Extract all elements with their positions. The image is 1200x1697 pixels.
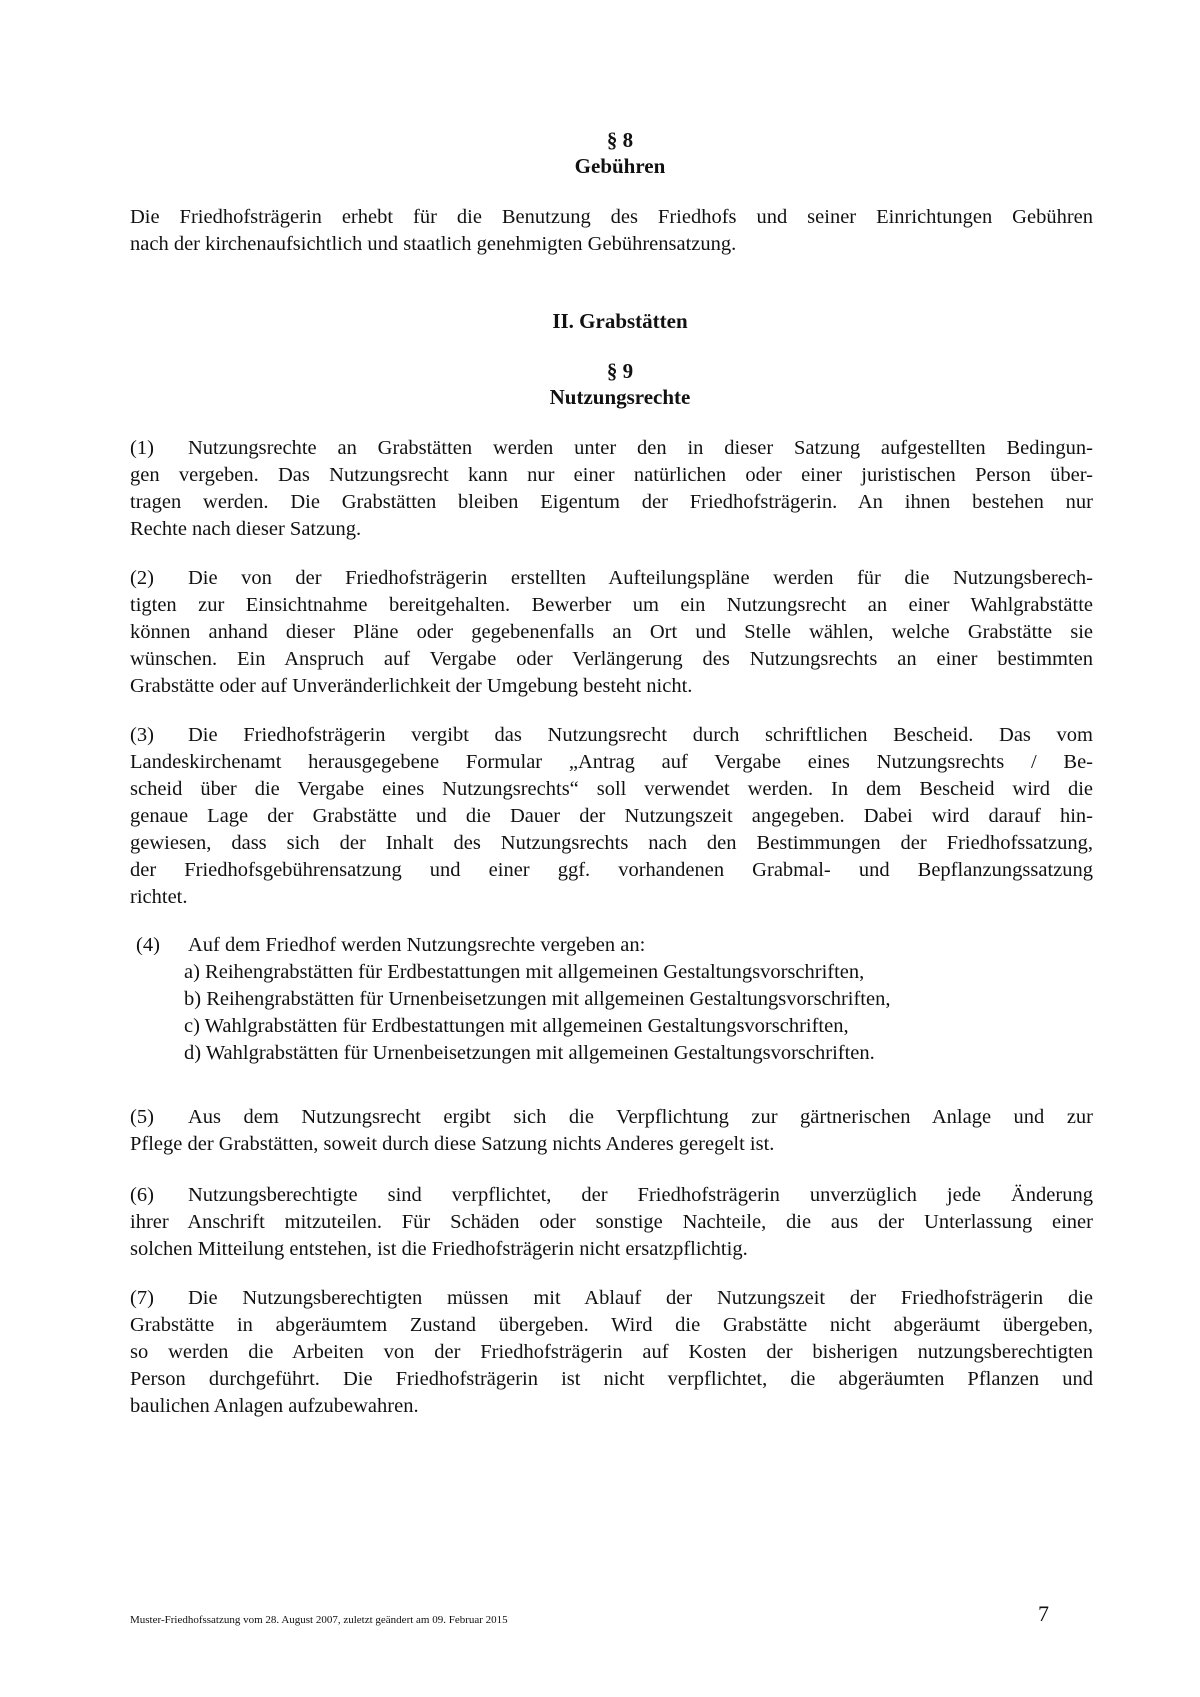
text-line: Die Friedhofsträgerin erhebt für die Benutzung des Friedhofs und seiner Einrichtungen Gebühren (130, 206, 1093, 228)
paragraph-2 (130, 565, 1093, 700)
text-line: genaue Lage der Grabstätte und die Dauer der Nutzungszeit angegeben. Dabei wird darauf hin- (130, 805, 1093, 827)
paragraph-number: (1) (130, 437, 154, 459)
section-9-title: Nutzungsrechte (549, 385, 691, 409)
paragraph-5 (130, 1104, 1093, 1158)
text-line: wünschen. Ein Anspruch auf Vergabe oder Verlängerung des Nutzungsrechts an einer bestimmten (130, 648, 1093, 670)
text-line: (7) Die Nutzungsberechtigten müssen mit Ablauf der Nutzungszeit der Friedhofsträgerin die (130, 1285, 1093, 1312)
paragraph-4 (136, 932, 1099, 959)
section-8-text (130, 204, 1093, 258)
list-item: a) Reihengrabstätten für Erdbestattungen mit allgemeinen Gestaltungsvorschriften, (184, 961, 865, 983)
text-line: (5) Aus dem Nutzungsrecht ergibt sich die Verpflichtung zur gärtnerischen Anlage und zur (130, 1104, 1093, 1131)
text-line: Pflege der Grabstätten, soweit durch diese Satzung nichts Anderes geregelt ist. (130, 1133, 775, 1155)
paragraph-number: (2) (130, 567, 154, 589)
text-line: Rechte nach dieser Satzung. (130, 518, 362, 540)
paragraph-number: (6) (130, 1184, 154, 1206)
text-line: Grabstätte in abgeräumtem Zustand übergeben. Wird die Grabstätte nicht abgeräumt übergeben, (130, 1314, 1093, 1336)
paragraph-number: (7) (130, 1287, 154, 1309)
text-line: gen vergeben. Das Nutzungsrecht kann nur einer natürlichen oder einer juristischen Person über- (130, 464, 1093, 486)
text-line: ihrer Anschrift mitzuteilen. Für Schäden oder sonstige Nachteile, die aus der Unterlassung einer (130, 1211, 1093, 1233)
paragraph-number: (4) (136, 934, 160, 956)
text-line: nach der kirchenaufsichtlich und staatlich genehmigten Gebührensatzung. (130, 233, 737, 255)
list-item: d) Wahlgrabstätten für Urnenbeisetzungen mit allgemeinen Gestaltungsvorschriften. (184, 1042, 875, 1064)
grave-type-list (184, 959, 890, 1067)
paragraph-7 (130, 1285, 1093, 1420)
text-line: (3) Die Friedhofsträgerin vergibt das Nutzungsrecht durch schriftlichen Bescheid. Das vom (130, 722, 1093, 749)
text-line: Person durchgeführt. Die Friedhofsträgerin ist nicht verpflichtet, die abgeräumten Pflanzen und (130, 1368, 1093, 1390)
text-line: baulichen Anlagen aufzubewahren. (130, 1395, 419, 1417)
text-line: der Friedhofsgebührensatzung und einer ggf. vorhandenen Grabmal- und Bepflanzungssatzung (130, 859, 1093, 881)
paragraph-number: (3) (130, 724, 154, 746)
list-item: c) Wahlgrabstätten für Erdbestattungen mit allgemeinen Gestaltungsvorschriften, (184, 1015, 849, 1037)
section-8-number: § 8 (606, 128, 634, 152)
footer-text: Muster-Friedhofssatzung vom 28. August 2007, zuletzt geändert am 09. Februar 2015 (130, 1614, 508, 1626)
text-line: tigten zur Einsichtnahme bereitgehalten. Bewerber um ein Nutzungsrecht an einer Wahlgrabstätte (130, 594, 1093, 616)
section-8-title: Gebühren (574, 154, 666, 178)
text-line: tragen werden. Die Grabstätten bleiben Eigentum der Friedhofsträgerin. An ihnen bestehen nur (130, 491, 1093, 513)
paragraph-6 (130, 1182, 1093, 1263)
text-line: Grabstätte oder auf Unveränderlichkeit der Umgebung besteht nicht. (130, 675, 693, 697)
text-line: scheid über die Vergabe eines Nutzungsrechts“ soll verwendet werden. In dem Bescheid wird die (130, 778, 1093, 800)
text-line: so werden die Arbeiten von der Friedhofsträgerin auf Kosten der bisherigen nutzungsberechtigten (130, 1341, 1093, 1363)
text-line: gewiesen, dass sich der Inhalt des Nutzungsrechts nach den Bestimmungen der Friedhofssatzung, (130, 832, 1093, 854)
text-line: (1) Nutzungsrechte an Grabstätten werden unter den in dieser Satzung aufgestellten Bedingun- (130, 435, 1093, 462)
text-line: richtet. (130, 886, 188, 908)
text-line: (2) Die von der Friedhofsträgerin erstellten Aufteilungspläne werden für die Nutzungsberech- (130, 565, 1093, 592)
chapter-title: II. Grabstätten (552, 309, 688, 333)
text-line: können anhand dieser Pläne oder gegebenenfalls an Ort und Stelle wählen, welche Grabstätte sie (130, 621, 1093, 643)
text-line: solchen Mitteilung entstehen, ist die Friedhofsträgerin nicht ersatzpflichtig. (130, 1238, 748, 1260)
paragraph-3 (130, 722, 1093, 911)
paragraph-1 (130, 435, 1093, 543)
list-item: b) Reihengrabstätten für Urnenbeisetzungen mit allgemeinen Gestaltungsvorschriften, (184, 988, 891, 1010)
paragraph-number: (5) (130, 1106, 154, 1128)
page-number: 7 (1038, 1601, 1049, 1626)
section-9-number: § 9 (606, 359, 634, 383)
text-line: (6) Nutzungsberechtigte sind verpflichtet, der Friedhofsträgerin unverzüglich jede Änderung (130, 1182, 1093, 1209)
text-line: Landeskirchenamt herausgegebene Formular „Antrag auf Vergabe eines Nutzungsrechts / Be- (130, 751, 1093, 773)
text-line: (4) Auf dem Friedhof werden Nutzungsrechte vergeben an: (136, 932, 1099, 959)
